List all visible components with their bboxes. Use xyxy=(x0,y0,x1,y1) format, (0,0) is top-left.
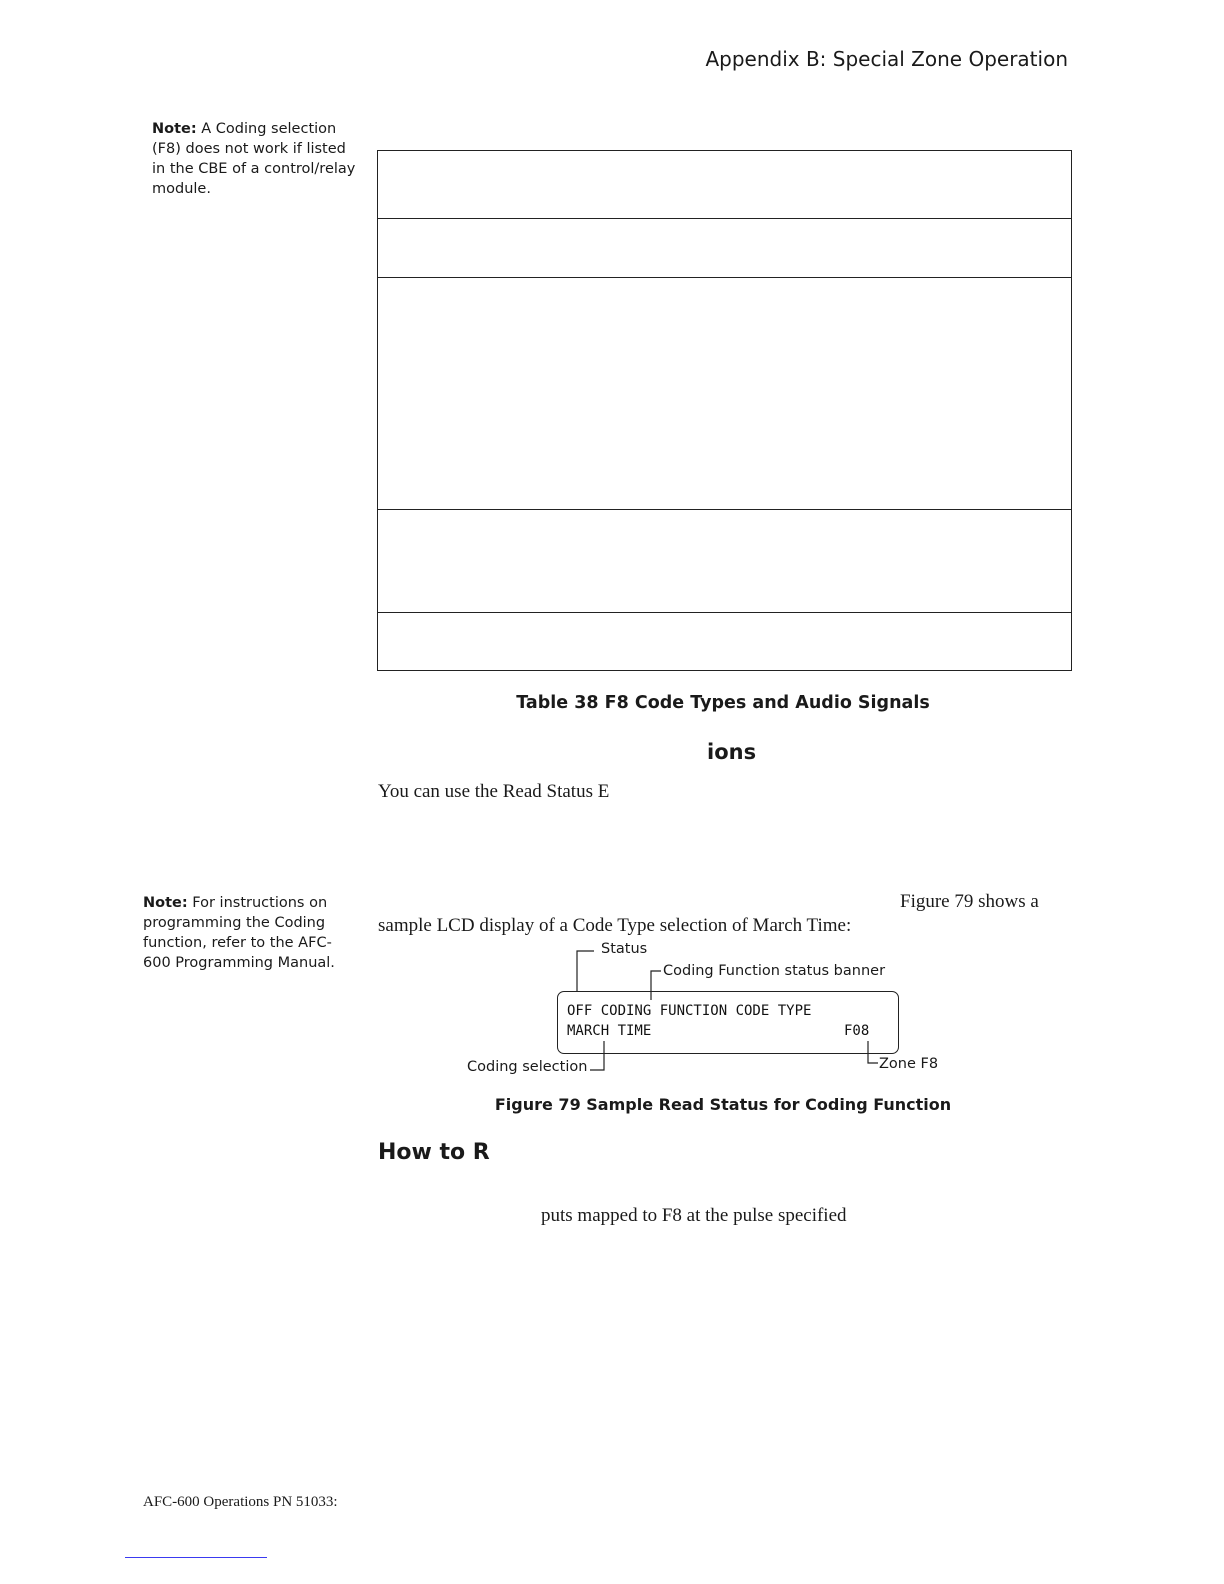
callout-banner: Coding Function status banner xyxy=(663,963,886,979)
note-label: Note: xyxy=(152,121,197,137)
lcd-display xyxy=(557,991,899,1054)
footer-rule xyxy=(125,1557,267,1558)
leader-status xyxy=(577,951,594,992)
lcd-line-1: OFF CODING FUNCTION CODE TYPE xyxy=(567,1003,812,1019)
note-text: For instructions on programming the Coding function, refer to the AFC-600 Programming Manual. xyxy=(143,895,335,971)
figure-caption: Figure 79 Sample Read Status for Coding Function xyxy=(494,1095,952,1114)
note-text: A Coding selection (F8) does not work if listed in the CBE of a control/relay module. xyxy=(152,121,356,197)
lcd-line-2-left: MARCH TIME xyxy=(567,1023,652,1039)
paragraph-outputs-mapped: puts mapped to F8 at the pulse specified xyxy=(541,1205,847,1226)
section-heading: ions xyxy=(707,740,757,764)
callout-status: Status xyxy=(601,941,648,957)
paragraph-sample-lcd: sample LCD display of a Code Type selection of March Time: xyxy=(378,915,852,936)
callout-selection: Coding selection xyxy=(467,1059,588,1075)
running-header: Appendix B: Special Zone Operation xyxy=(705,47,1068,71)
paragraph-figure-ref: Figure 79 shows a xyxy=(900,891,1039,912)
page-footer: AFC-600 Operations PN 51033: xyxy=(143,1494,338,1510)
paragraph-read-status: You can use the Read Status E xyxy=(378,781,610,802)
table-caption: Table 38 F8 Code Types and Audio Signals xyxy=(516,693,930,713)
section-heading-how-to: How to R xyxy=(378,1140,490,1165)
note-label: Note: xyxy=(143,895,188,911)
lcd-line-2-right: F08 xyxy=(844,1023,870,1039)
callout-zone: Zone F8 xyxy=(879,1056,939,1072)
